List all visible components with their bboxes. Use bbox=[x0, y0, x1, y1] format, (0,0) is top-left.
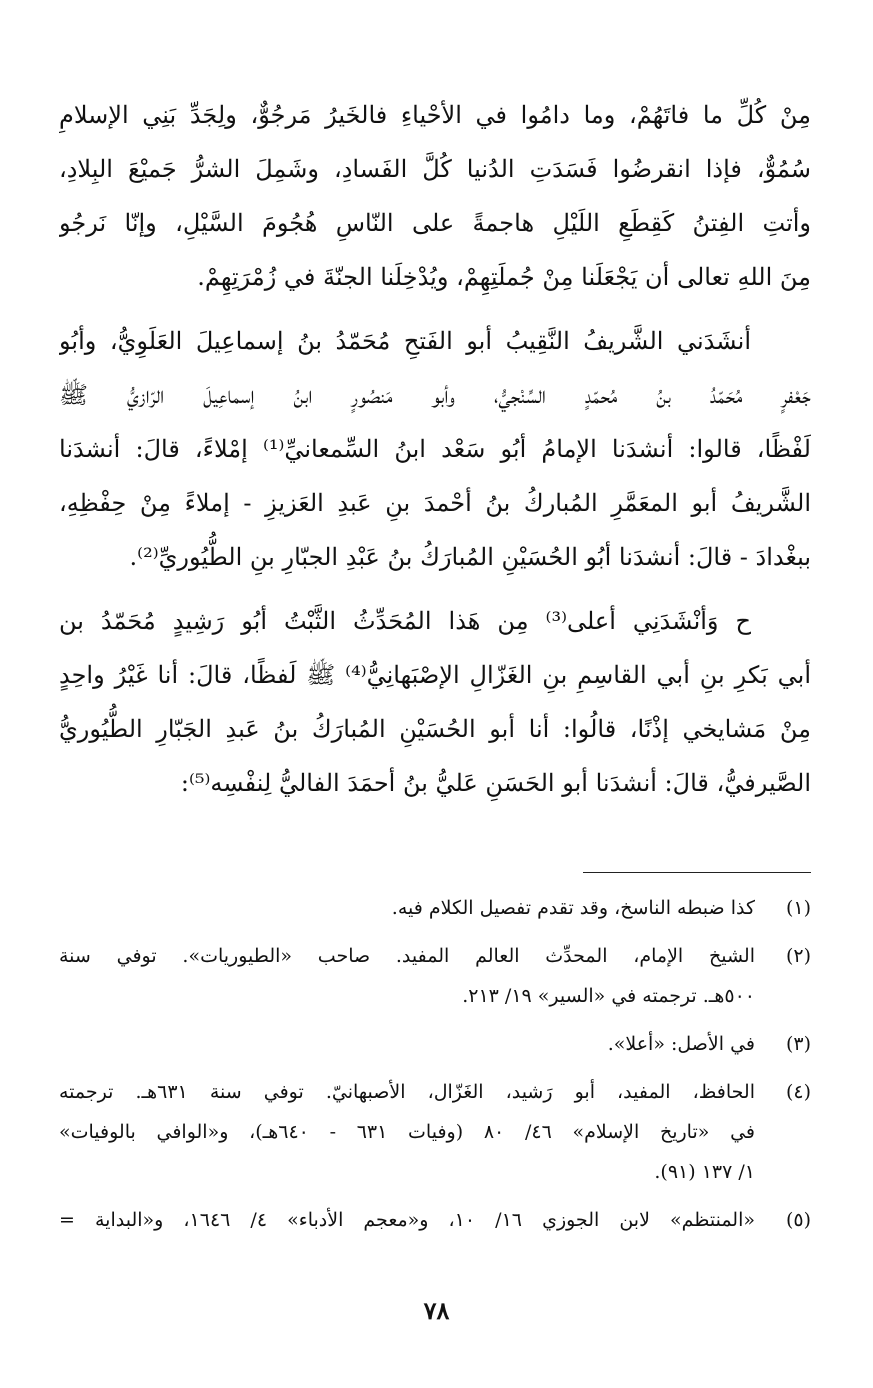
main-text bbox=[59, 88, 811, 810]
text-line: أبي بَكرِ بنِ أبي القاسِمِ بنِ الغَزّالِ الإصْبَهانِيُّ⁽⁴⁾ ﷺ لَفظًا، قالَ: أنا غَيْرُ واحِدٍ bbox=[59, 661, 811, 689]
text-line: الشَّريفُ أبو المعَمَّرِ المُباركُ بنُ أحْمدَ بنِ عَبدِ العَزيزِ - إملاءً مِنْ حِفْظِهِ، bbox=[59, 489, 811, 517]
text-line: مِنْ مَشايخي إذْنًا، قالُوا: أنا أبو الحُسَيْنِ المُبارَكُ بنُ عَبدِ الجَبّارِ الطُّيُوريُّ bbox=[59, 715, 811, 743]
text-line: سُمُوٌّ، فإذا انقرضُوا فَسَدَتِ الدُنيا كُلَّ الفَسادِ، وشَمِلَ الشرُّ جَميْعَ البِلادِ، bbox=[59, 155, 811, 183]
footnote-4 bbox=[59, 1072, 811, 1192]
paragraph-1 bbox=[59, 88, 811, 304]
paragraph-3 bbox=[59, 594, 811, 810]
text-line: الصَّيرفيُّ، قالَ: أنشدَنا أبو الحَسَنِ عَليُّ بنُ أحمَدَ الفاليُّ لِنفْسِه⁽⁵⁾: bbox=[180, 769, 811, 797]
paragraph-2 bbox=[59, 314, 811, 584]
page-number: ٧٨ bbox=[423, 1296, 450, 1325]
text-line: ح وَأنْشَدَنِي أعلى⁽³⁾ مِن هَذا المُحَدِّثُ الثَّبْتُ أبُو رَشِيدٍ مُحَمّدُ بن bbox=[59, 607, 751, 635]
footnote-number: (٢) bbox=[785, 945, 811, 967]
footnote-line: ١/ ١٣٧ (٩١). bbox=[654, 1161, 755, 1183]
text-line: مِنَ اللهِ تعالى أن يَجْعَلَنا مِنْ جُملَتِهِمْ، ويُدْخِلَنا الجنّةَ في زُمْرَتِهِمْ. bbox=[197, 263, 811, 291]
footnote-line: في «تاريخ الإسلام» ٤٦/ ٨٠ (وفيات ٦٣١ - ٦٤٠هـ)، و«الوافي بالوفيات» bbox=[59, 1121, 755, 1143]
text-line: أنشَدَني الشَّريفُ النَّقِيبُ أبو الفَتحِ مُحَمّدُ بنُ إسماعِيلَ العَلَوِيُّ، وأبُو bbox=[59, 327, 751, 355]
footnote-line: كذا ضبطه الناسخ، وقد تقدم تفصيل الكلام فيه. bbox=[391, 897, 755, 919]
footnote-number: (٣) bbox=[785, 1033, 811, 1055]
text-line: جَعْفرٍ مُحَمّدُ بنُ مُحمّدٍ السِّنْجيُّ، وأبو مَنصُورٍ ابنُ إسماعِيلَ الرّازيُّ ﷺ bbox=[59, 381, 811, 409]
footnote-number: (٥) bbox=[785, 1209, 811, 1231]
footnote-line: الحافظ، المفيد، أبو رَشيد، الغَزّال، الأصبهانيّ. توفي سنة ٦٣١هـ. ترجمته bbox=[59, 1081, 755, 1103]
footnote-line: الشيخ الإمام، المحدِّث العالم المفيد. صاحب «الطيوريات». توفي سنة bbox=[59, 945, 755, 967]
footnote-2 bbox=[59, 936, 811, 1016]
text-line: لَفْظًا، قالوا: أنشدَنا الإمامُ أبُو سَعْد ابنُ السِّمعانيِّ⁽¹⁾ إمْلاءً، قالَ: أنشدَنا bbox=[59, 435, 811, 463]
text-line: وأتتِ الفِتنُ كَقِطَعِ اللَيْلِ هاجمةً على النّاسِ هُجُومَ السَّيْلِ، وإنّا نَرجُو bbox=[59, 209, 811, 237]
footnote-line: «المنتظم» لابن الجوزي ١٦/ ١٠، و«معجم الأدباء» ٤/ ١٦٤٦، و«البداية = bbox=[59, 1209, 755, 1231]
footnote-1 bbox=[59, 888, 811, 928]
footnote-5 bbox=[59, 1200, 811, 1240]
text-line: ببغْدادَ - قالَ: أنشدَنا أبُو الحُسَيْنِ المُبارَكُ بنُ عَبْدِ الجبّارِ بنِ الطُّيُوريِّ⁽²⁾. bbox=[129, 543, 811, 571]
text-line: مِنْ كُلِّ ما فاتَهُمْ، وما دامُوا في الأحْياءِ فالخَيرُ مَرجُوٌّ، ولِجَدِّ بَنِي الإسلامِ bbox=[59, 101, 811, 129]
footnote-3 bbox=[59, 1024, 811, 1064]
footnote-number: (٤) bbox=[785, 1081, 811, 1103]
footnotes bbox=[59, 888, 811, 1248]
footnote-line: ٥٠٠هـ. ترجمته في «السير» ١٩/ ٢١٣. bbox=[462, 985, 755, 1007]
footnote-number: (١) bbox=[785, 897, 811, 919]
footnote-line: في الأصل: «أعلا». bbox=[607, 1033, 755, 1055]
footnote-divider bbox=[583, 872, 811, 873]
